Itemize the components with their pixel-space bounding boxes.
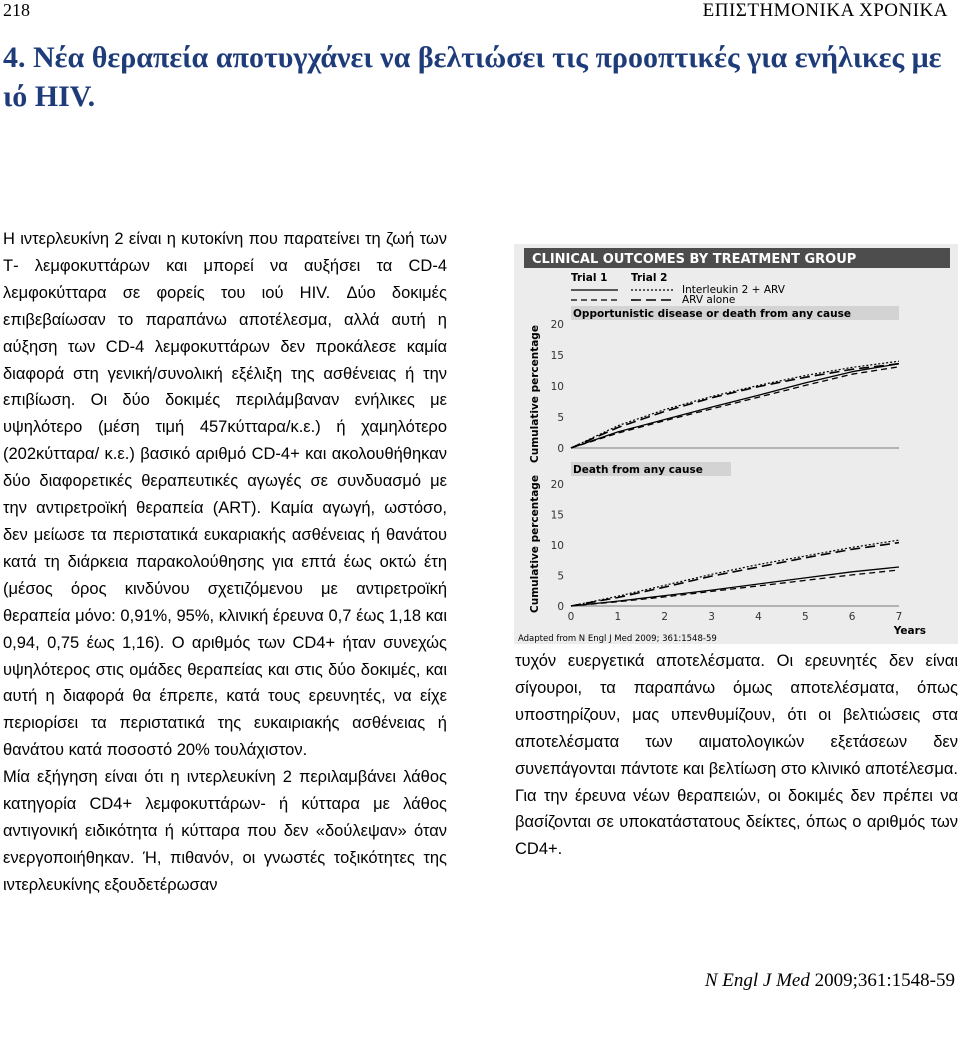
x-tick-label: 3: [708, 611, 715, 623]
y-tick-label: 0: [557, 443, 564, 455]
article-title: 4. Νέα θεραπεία αποτυγχάνει να βελτιώσει τις προοπτικές για ενήλικες με ιό HIV.: [3, 41, 942, 113]
clinical-outcomes-figure: [514, 244, 958, 644]
page-number: 218: [3, 0, 30, 20]
citation-reference: 2009;361:1548-59: [814, 970, 955, 991]
x-tick-label: 2: [661, 611, 669, 623]
x-axis-label: Years: [893, 625, 926, 637]
paragraph-2: Μία εξήγηση είναι ότι η ιντερλευκίνη 2 περιλαμβάνει λάθος κατηγορία CD4+ λεμφοκυττάρων- ή κύτταρα με λάθος αντιγονική ειδικότητα ή κύτταρα που δεν «δούλεψαν» όταν ενεργοποιήθηκαν. Ή, πιθανόν, οι γνωστές τοξικότητες της ιντερλευκίνης εξουδετέρωσαν: [3, 768, 447, 894]
panel1-ylabel: Cumulative percentage: [529, 325, 541, 463]
legend-trial2-label: Trial 2: [631, 272, 668, 284]
running-head: ΕΠΙΣΤΗΜΟΝΙΚΑ ΧΡΟΝΙΚΑ: [702, 0, 948, 21]
figure-svg: [514, 244, 958, 644]
y-tick-label: 20: [550, 479, 564, 491]
x-tick-label: 5: [801, 611, 809, 623]
x-tick-label: 1: [614, 611, 622, 623]
left-column: [3, 226, 447, 899]
x-tick-label: 4: [755, 611, 762, 623]
panel2-ylabel: Cumulative percentage: [529, 475, 541, 613]
paragraph-1: Η ιντερλευκίνη 2 είναι η κυτοκίνη που παρατείνει τη ζωή των Τ- λεμφοκυττάρων και μπορεί να αυξήσει τα CD-4 λεμφοκύτταρα σε φορείς του ιού HIV. Δύο δοκιμές επιβεβαίωσαν το παραπάνω αποτέλεσμα, αλλά αυτή η αύξηση των CD-4 λεμφοκυττάρων δεν προκάλεσε καμία διαφορά στη γενική/συνολική εξέλιξη της ασθένειας ή την επιβίωση. Οι δύο δοκιμές περιλάμβαναν ενήλικες με υψηλότερο (μέση τιμή 457κύτταρα/κ.ε.) ή χαμηλότερο (202κύτταρα/ κ.ε.) βασικό αριθμό CD-4+ και ακολουθήθηκαν δύο διαφορετικές θεραπευτικές αγωγές σε συνδυασμό με την αντιρετροϊκή θεραπεία (ART). Καμία αγωγή, ωστόσο, δεν μείωσε τα περιστατικά ευκαριακής ασθένειας ή θανάτου κατά τη διάρκεια παρακολούθησης για επτά έως οκτώ έτη (μέσος όρος κινδύνου σχετιζόμενου με αντιρετροϊκή θεραπεία μόνο: 0,91%, 95%, κλινική έρευνα 0,7 έως 1,18 και 0,94, 0,75 έως 1,16). Ο αριθμός των CD4+ ήταν συνεχώς υψηλότερος στις ομάδες θεραπείας και στις δύο δοκιμές, και αυτή η διαφορά θα έπρεπε, κατά τους ερευνητές, να είχε περιορίσει τα περιστατικά της ευκαιριακής ασθένειας ή θανάτου κατά ποσοστό 20% τουλάχιστον.: [3, 230, 447, 760]
panel2-title: Death from any cause: [573, 464, 703, 476]
legend-arv-label: ARV alone: [682, 294, 736, 306]
y-tick-label: 15: [550, 350, 564, 362]
y-tick-label: 5: [557, 570, 564, 583]
y-tick-label: 10: [550, 381, 564, 393]
x-tick-label: 6: [848, 611, 856, 623]
legend-trial1-label: Trial 1: [571, 272, 608, 284]
y-tick-label: 20: [550, 319, 564, 331]
y-tick-label: 10: [550, 540, 564, 552]
figure-source-note: Adapted from N Engl J Med 2009; 361:1548-59: [518, 634, 717, 644]
x-tick-label: 7: [895, 611, 903, 623]
y-tick-label: 5: [557, 412, 564, 424]
legend-il2-label: Interleukin 2 + ARV: [682, 284, 785, 296]
figure-background: [514, 244, 958, 644]
y-tick-label: 0: [557, 601, 564, 613]
figure-header-title: CLINICAL OUTCOMES BY TREATMENT GROUP: [532, 252, 857, 267]
y-tick-label: 15: [550, 509, 564, 522]
citation: [705, 970, 955, 992]
x-tick-label: 0: [567, 611, 575, 623]
right-column-text: τυχόν ευεργετικά αποτελέσματα. Οι ερευνητές δεν είναι σίγουροι, τα παραπάνω όμως αποτελέσματα, όπως υποστηρίζουν, μας υπενθυμίζουν, ότι οι βελτιώσεις στα αποτελέσματα των αιματολογικών εξετάσεων δεν συνεπάγονται πάντοτε και βελτίωση στο κλινικό αποτέλεσμα. Για την έρευνα νέων θεραπειών, οι δοκιμές δεν πρέπει να βασίζονται σε υποκατάστατους δείκτες, όπως ο αριθμός των CD4+.: [515, 652, 958, 859]
citation-journal: N Engl J Med: [704, 970, 810, 991]
panel1-title: Opportunistic disease or death from any cause: [573, 308, 851, 320]
